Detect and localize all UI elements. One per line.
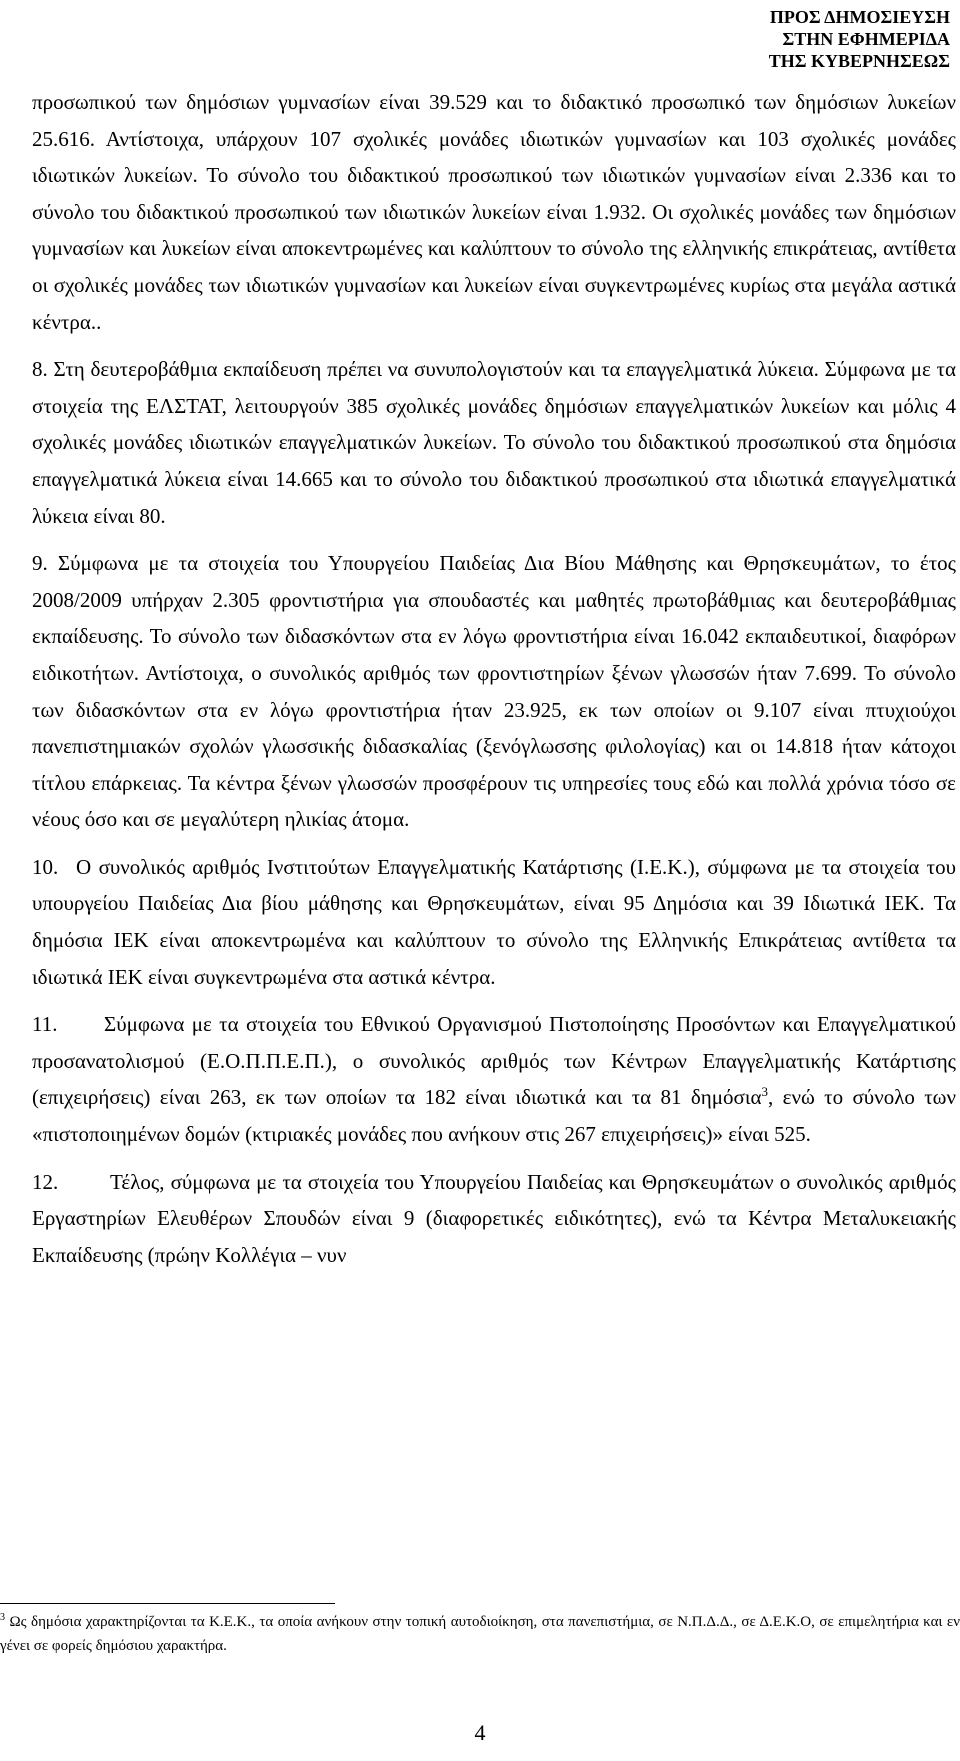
footnote-marker: 3 bbox=[0, 1612, 5, 1623]
paragraph-number: 8. bbox=[32, 357, 48, 382]
publication-header bbox=[769, 6, 950, 72]
body-text bbox=[32, 84, 956, 1273]
paragraph-text: Σύμφωνα με τα στοιχεία του Εθνικού Οργανισμού Πιστοποίησης Προσόντων και Επαγγελματικού προσανατολισμού (Ε.Ο.Π.Π.Ε.Π.), ο συνολικός αριθμός των Κέντρων Επαγγελματικής Κατάρτισης (επιχειρήσεις) είναι 263, εκ των οποίων τα 182 είναι ιδιωτικά και τα 81 δημόσια bbox=[32, 1012, 956, 1110]
paragraph-text: Σύμφωνα με τα στοιχεία του Υπουργείου Παιδείας Δια Βίου Μάθησης και Θρησκευμάτων, το έτος 2008/2009 υπήρχαν 2.305 φροντιστήρια για σπουδαστές και μαθητές πρωτοβάθμιας και δευτεροβάθμιας εκπαίδευσης. Το σύνολο των διδασκόντων στα εν λόγω φροντιστήρια είναι 16.042 εκπαιδευτικοί, διαφόρων ειδικοτήτων. Αντίστοιχα, ο συνολικός αριθμός των φροντιστηρίων ξένων γλωσσών ήταν 7.699. Το σύνολο των διδασκόντων στα εν λόγω φροντιστήρια ήταν 23.925, εκ των οποίων οι 9.107 είναι πτυχιούχοι πανεπιστημιακών σχολών γλωσσικής διδασκαλίας (ξενόγλωσσης φιλολογίας) και οι 14.818 ήταν κάτοχοι τίτλου επάρκειας. Τα κέντρα ξένων γλωσσών προσφέρουν τις υπηρεσίες τους εδώ και πολλά χρόνια τόσο σε νέους όσο και σε μεγαλύτερη ηλικίας άτομα. bbox=[32, 551, 956, 832]
paragraph-number: 12. bbox=[32, 1169, 59, 1194]
footnote-text: Ως δημόσια χαρακτηρίζονται τα Κ.Ε.Κ., τα οποία ανήκουν στην τοπική αυτοδιοίκηση, στα πανεπιστήμια, σε Ν.Π.Δ.Δ., σε Δ.Ε.Κ.Ο, σε επιμελητήρια και εν γένει σε φορείς δημόσιου χαρακτήρα. bbox=[0, 1614, 960, 1654]
footnote-divider bbox=[0, 1603, 335, 1604]
paragraph-number: 10. bbox=[32, 854, 59, 879]
paragraph-text: προσωπικού των δημόσιων γυμνασίων είναι 39.529 και το διδακτικό προσωπικό των δημόσιων λυκείων 25.616. Αντίστοιχα, υπάρχουν 107 σχολικές μονάδες ιδιωτικών γυμνασίων και 103 σχολικές μονάδες ιδιωτικών λυκείων. Το σύνολο του διδακτικού προσωπικού των ιδιωτικών γυμνασίων είναι 2.336 και το σύνολο του διδακτικού προσωπικού των ιδιωτικών λυκείων είναι 1.932. Οι σχολικές μονάδες των δημόσιων γυμνασίων και λυκείων είναι αποκεντρωμένες και καλύπτουν το σύνολο της ελληνικής επικράτειας, αντίθετα οι σχολικές μονάδες των ιδιωτικών γυμνασίων και λυκείων είναι συγκεντρωμένες κυρίως στα μεγάλα αστικά κέντρα.. bbox=[32, 90, 956, 334]
paragraph-12 bbox=[32, 1164, 956, 1274]
paragraph-text: Στη δευτεροβάθμια εκπαίδευση πρέπει να συνυπολογιστούν και τα επαγγελματικά λύκεια. Σύμφωνα με τα στοιχεία της ΕΛΣΤΑΤ, λειτουργούν 385 σχολικές μονάδες δημόσιων επαγγελματικών λυκείων και μόλις 4 σχολικές μονάδες ιδιωτικών επαγγελματικών λυκείων. Το σύνολο του διδακτικού προσωπικού στα δημόσια επαγγελματικά λύκεια είναι 14.665 και το σύνολο του διδακτικού προσωπικού στα ιδιωτικά επαγγελματικά λύκεια είναι 80. bbox=[32, 357, 956, 528]
header-line: ΤΗΣ ΚΥΒΕΡΝΗΣΕΩΣ bbox=[768, 51, 950, 71]
paragraph-text: Τέλος, σύμφωνα με τα στοιχεία του Υπουργείου Παιδείας και Θρησκευμάτων ο συνολικός αριθμός Εργαστηρίων Ελευθέρων Σπουδών είναι 9 (διαφορετικές ειδικότητες), ενώ τα Κέντρα Μεταλυκειακής Εκπαίδευσης (πρώην Κολλέγια – νυν bbox=[32, 1169, 956, 1267]
paragraph-11 bbox=[32, 1006, 956, 1152]
paragraph-9 bbox=[32, 545, 956, 838]
paragraph-continuation bbox=[32, 84, 956, 340]
paragraph-10 bbox=[32, 849, 956, 995]
paragraph-number: 11. bbox=[32, 1012, 58, 1037]
footnote-reference[interactable]: 3 bbox=[761, 1084, 769, 1100]
header-line: ΠΡΟΣ ΔΗΜΟΣΙΕΥΣΗ bbox=[769, 7, 950, 27]
paragraph-text: Ο συνολικός αριθμός Ινστιτούτων Επαγγελματικής Κατάρτισης (Ι.Ε.Κ.), σύμφωνα με τα στοιχεία του υπουργείου Παιδείας Δια βίου μάθησης και Θρησκευμάτων, είναι 95 Δημόσια και 39 Ιδιωτικά ΙΕΚ. Τα δημόσια ΙΕΚ είναι αποκεντρωμένα και καλύπτουν το σύνολο της Ελληνικής Επικράτειας αντίθετα τα ιδιωτικά ΙΕΚ είναι συγκεντρωμένα στα αστικά κέντρα. bbox=[32, 854, 956, 989]
page-number: 4 bbox=[474, 1720, 486, 1745]
paragraph-number: 9. bbox=[32, 551, 48, 576]
footnote bbox=[0, 1610, 960, 1658]
paragraph-8 bbox=[32, 351, 956, 534]
paragraph-text: , ενώ το σύνολο των «πιστοποιημένων δομών (κτιριακές μονάδες που ανήκουν στις 267 επιχειρήσεις)» είναι 525. bbox=[32, 1085, 957, 1147]
header-line: ΣΤΗΝ ΕΦΗΜΕΡΙΔΑ bbox=[782, 29, 950, 49]
